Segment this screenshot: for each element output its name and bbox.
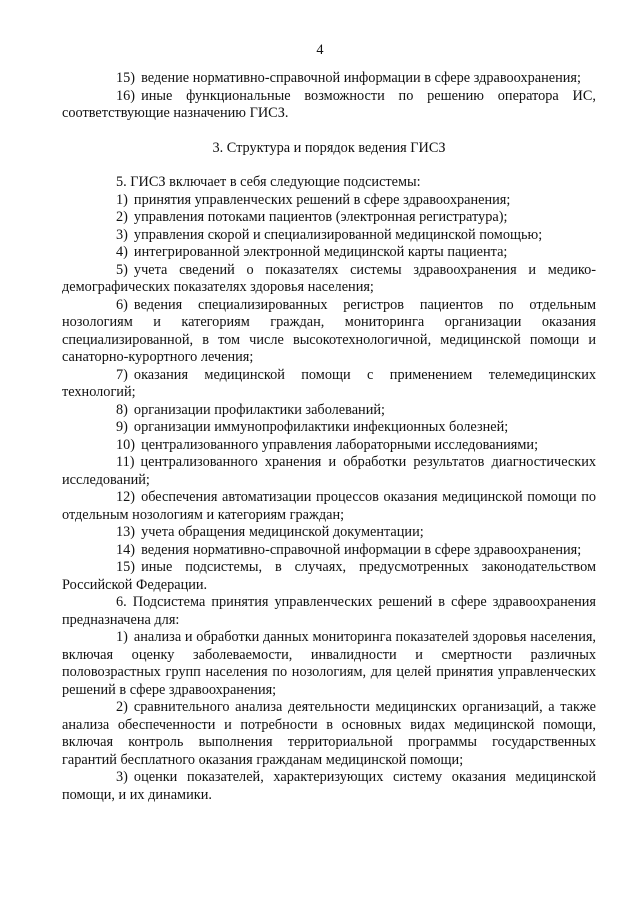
item-text: централизованного управления лабораторными исследованиями; bbox=[141, 436, 539, 453]
item-number: 14) bbox=[116, 541, 136, 558]
paragraph-6-intro: 6. Подсистема принятия управленческих решений в сфере здравоохранения предназначена для: bbox=[62, 594, 596, 628]
item-number: 3) bbox=[116, 226, 128, 243]
item-text: централизованного хранения и обработки результатов диагностических исследований; bbox=[62, 454, 596, 488]
list-item bbox=[62, 489, 596, 524]
list-item bbox=[62, 419, 596, 437]
item-text: организации иммунопрофилактики инфекционных болезней; bbox=[133, 419, 509, 435]
item-number: 5) bbox=[116, 261, 128, 278]
item-text: оценки показателей, характеризующих систему оказания медицинской помощи, и их динамики. bbox=[62, 769, 596, 803]
item-text: ведения специализированных регистров пациентов по отдельным нозологиям и категориям граждан, мониторинга организации оказания специализированной, в том числе высокотехнологичной, медицинской помощи и санаторно-курортного лечения; bbox=[62, 296, 596, 365]
document-body bbox=[62, 70, 596, 804]
item-text: учета обращения медицинской документации; bbox=[141, 524, 424, 540]
list-item bbox=[62, 244, 596, 262]
item-text: организации профилактики заболеваний; bbox=[133, 401, 385, 418]
item-number: 6) bbox=[116, 296, 128, 313]
item-number: 1) bbox=[116, 629, 128, 645]
item-text: оказания медицинской помощи с применением телемедицинских технологий; bbox=[62, 366, 596, 400]
list-item bbox=[62, 367, 596, 402]
list-item bbox=[62, 629, 596, 699]
item-number: 9) bbox=[116, 419, 128, 435]
item-number: 15) bbox=[116, 559, 136, 575]
item-text: управления потоками пациентов (электронная регистратура); bbox=[133, 209, 508, 225]
item-text: интегрированной электронной медицинской карты пациента; bbox=[133, 244, 508, 260]
list-item bbox=[62, 524, 596, 542]
item-number: 4) bbox=[116, 244, 128, 260]
section-heading: 3. Структура и порядок ведения ГИСЗ bbox=[212, 139, 446, 156]
item-number: 1) bbox=[116, 191, 128, 208]
subsystems-list bbox=[62, 192, 596, 595]
item-number: 10) bbox=[116, 436, 136, 453]
list-item bbox=[62, 227, 596, 245]
list-item bbox=[62, 88, 596, 123]
item-number: 13) bbox=[116, 524, 136, 540]
item-number: 11) bbox=[116, 454, 135, 470]
item-number: 15) bbox=[116, 70, 136, 86]
paragraph-5-intro: 5. ГИСЗ включает в себя следующие подсистемы: bbox=[116, 174, 421, 190]
list-item bbox=[62, 70, 596, 88]
purposes-list bbox=[62, 629, 596, 804]
list-item bbox=[62, 454, 596, 489]
list-item bbox=[62, 559, 596, 594]
item-text: сравнительного анализа деятельности медицинских организаций, а также анализа обеспеченности и потребности в основных видах медицинской помощи, включая контроль выполнения территориальной программы государственных гарантий бесплатного оказания гражданам медицинской помощи; bbox=[62, 699, 596, 768]
item-text: управления скорой и специализированной медицинской помощью; bbox=[133, 226, 543, 243]
item-text: ведение нормативно-справочной информации в сфере здравоохранения; bbox=[141, 70, 581, 86]
item-text: обеспечения автоматизации процессов оказания медицинской помощи по отдельным нозологиям и категориям граждан; bbox=[62, 489, 596, 523]
list-item bbox=[62, 209, 596, 227]
item-number: 8) bbox=[116, 401, 128, 418]
list-item bbox=[62, 769, 596, 804]
item-number: 3) bbox=[116, 769, 128, 785]
top-list bbox=[62, 70, 596, 123]
list-item bbox=[62, 192, 596, 210]
item-text: учета сведений о показателях системы здравоохранения и медико-демографических показателях здоровья населения; bbox=[62, 261, 596, 295]
item-number: 7) bbox=[116, 366, 128, 383]
item-number: 2) bbox=[116, 209, 128, 225]
item-number: 12) bbox=[116, 489, 136, 505]
item-text: принятия управленческих решений в сфере здравоохранения; bbox=[133, 191, 511, 208]
item-text: иные функциональные возможности по решению оператора ИС, соответствующие назначению ГИСЗ. bbox=[62, 87, 596, 121]
item-text: иные подсистемы, в случаях, предусмотренных законодательством Российской Федерации. bbox=[62, 559, 596, 593]
item-text: ведения нормативно-справочной информации в сфере здравоохранения; bbox=[141, 541, 582, 558]
list-item bbox=[62, 297, 596, 367]
list-item bbox=[62, 699, 596, 769]
list-item bbox=[62, 402, 596, 420]
list-item bbox=[62, 262, 596, 297]
list-item bbox=[62, 542, 596, 560]
item-number: 2) bbox=[116, 699, 128, 715]
item-number: 16) bbox=[116, 87, 136, 104]
list-item bbox=[62, 437, 596, 455]
page-number: 4 bbox=[316, 42, 324, 58]
item-text: анализа и обработки данных мониторинга показателей здоровья населения, включая оценку заболеваемости, инвалидности и смертности различных половозрастных групп населения по нозологиям, для целей принятия управленческих решений в сфере здравоохранения; bbox=[62, 629, 596, 698]
